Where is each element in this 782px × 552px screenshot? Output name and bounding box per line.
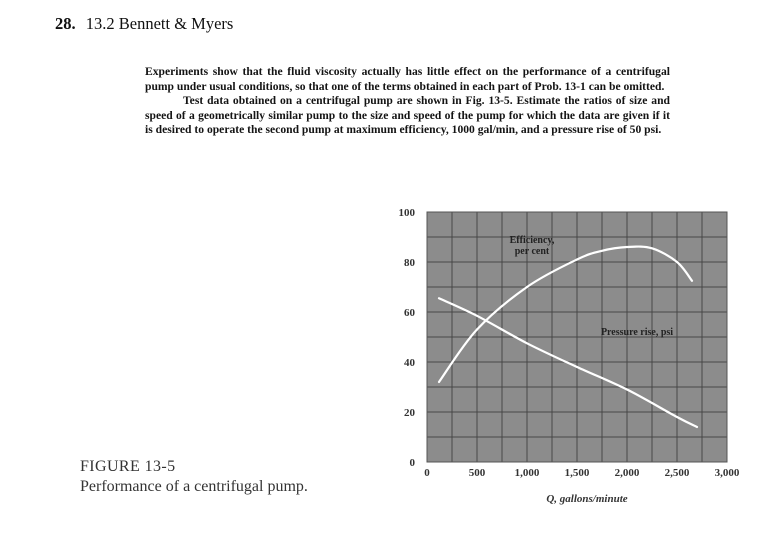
figure-caption (80, 457, 308, 497)
y-tick-label: 40 (404, 357, 415, 369)
x-axis-label: Q, gallons/minute (546, 493, 628, 505)
efficiency-label-line: Efficiency, (509, 235, 555, 246)
problem-paragraph-2: Test data obtained on a centrifugal pump are shown in Fig. 13-5. Estimate the ratios of size and speed of a geometrically similar pump to the size and speed of the pump for which the data are given if it is desired to operate the second pump at maximum efficiency, 1000 gal/min, and a pressure rise of 50 psi. (145, 94, 670, 137)
figure-label: FIGURE 13-5 (80, 458, 176, 475)
y-tick-label: 20 (404, 407, 415, 419)
y-tick-label: 0 (409, 457, 415, 469)
y-tick-label: 80 (404, 257, 415, 269)
y-tick-label: 60 (404, 307, 415, 319)
x-tick-label: 500 (468, 467, 486, 479)
problem-paragraph-1: Experiments show that the fluid viscosity actually has little effect on the performance of a centrifugal pump under usual conditions, so that one of the terms obtained in each part of Prob. 13-1 can be omitted. (145, 65, 670, 93)
x-tick-label: 1,000 (514, 467, 540, 479)
x-tick-label: 0 (424, 467, 430, 479)
x-tick-label: 2,500 (664, 467, 690, 479)
problem-source: 13.2 Bennett & Myers (85, 14, 234, 33)
pressure-rise-label-line: Pressure rise, psi (600, 327, 674, 338)
problem-number: 28. (55, 14, 76, 33)
y-tick-label: 100 (398, 207, 415, 219)
x-tick-label: 3,000 (714, 467, 740, 479)
x-tick-label: 1,500 (564, 467, 590, 479)
figure-description: Performance of a centrifugal pump. (80, 478, 308, 495)
efficiency-label-line: per cent (514, 246, 550, 257)
x-tick-label: 2,000 (614, 467, 640, 479)
